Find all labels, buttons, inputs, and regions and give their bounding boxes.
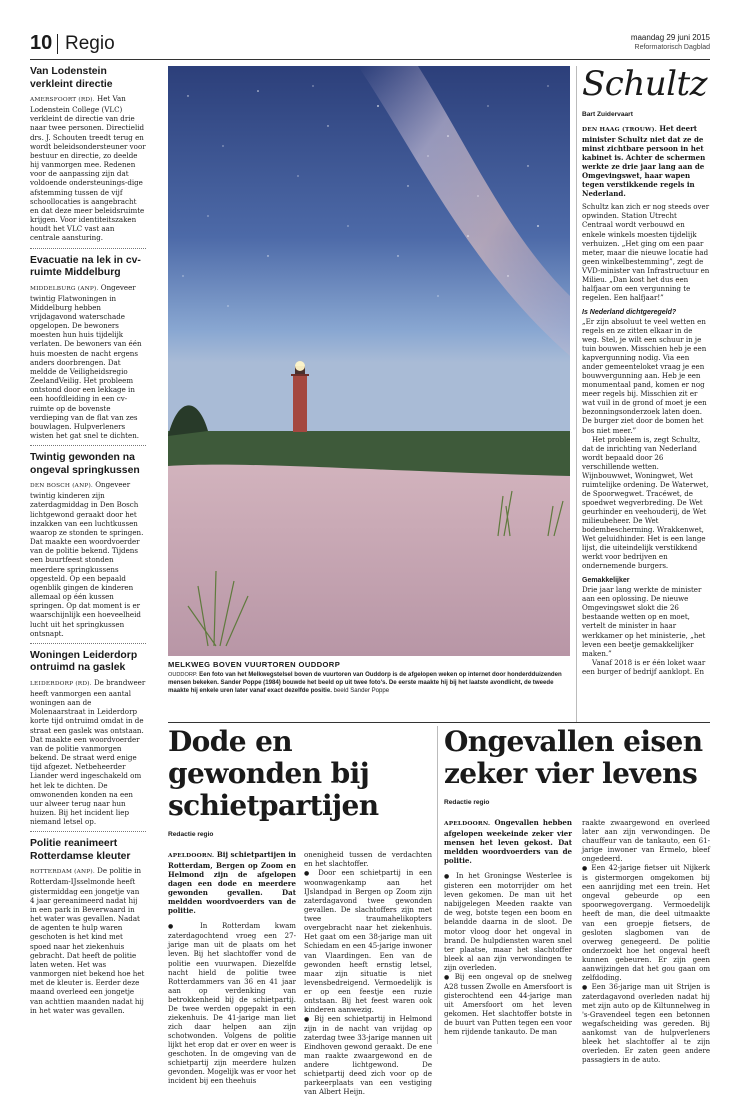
masthead-divider — [57, 34, 58, 54]
article-paragraph: Vanaf 2018 is er één loket waar een burger of bedrijf aanklopt. En — [582, 657, 706, 676]
article-dateline: DEN HAAG (TROUW). — [582, 127, 657, 133]
article-paragraph: ● Door een schietpartij in een woonwagenkamp aan het IJslandpad in Bergen op Zoom zijn zaterdagavond twee gewonden gevallen. De slachtoffers zijn met twee traumahelikopters overgebracht naar het ziekenhuis. Het gaat om een 38-jarige man uit Schiedam en een 45-jarige inwoner van Vlaardingen. Een van de gewonden heeft ernstig letsel, maar zijn situatie is niet levensbedreigend. Vermoedelijk is er op een feestje een ruzie ontstaan. Bij het feest waren ook kinderen aanwezig. — [304, 868, 432, 1014]
article-divider — [437, 726, 438, 1044]
article-author: Bart Zuidervaart — [582, 111, 633, 118]
article-headline: Ongevallen eisen zeker vier levens — [444, 725, 703, 790]
brief-body — [30, 94, 146, 243]
brief-item — [30, 66, 146, 249]
article-lead — [444, 818, 572, 865]
brief-headline: Woningen Leiderdorp ontruimd na gaslek — [30, 649, 138, 674]
article-dateline: APELDOORN. — [444, 821, 491, 827]
caption-text: Een foto van het Melkwegstelsel boven de vuurtoren van Ouddorp is de afgelopen weken op internet door honderdduizenden mensen bekeken. Sander Poppe (1984) bouwde het beeld op uit twee foto's. De eerste maakte hij bij het laatste avondlicht, de tweede maakte hij enkele uren later vanaf exact dezelfde positie. — [168, 671, 562, 695]
brief-headline: Politie reanimeert Rotterdamse kleuter — [30, 838, 131, 862]
article-paragraph: „Er zijn absoluut te veel wetten en regels en ze zitten elkaar in de weg. Stel, je wilt een schuur in je tuin bouwen. Misschien heb je een kapvergunning nodig. Via een ander gemeenteloket vraag je een bouwvergunning aan. Heb je een monumentaal pand, komen er nog meer regels bij. Misschien zit er wat vuil in de grond of moet je een bezonningsonderzoek laten doen. De burger ziet door de bomen het bos niet meer.” — [582, 316, 707, 435]
article-lead — [168, 850, 296, 915]
brief-headline: Twintig gewonden na ongeval springkussen — [30, 452, 140, 476]
sand-dunes — [168, 465, 570, 656]
brief-item — [30, 255, 146, 447]
publication-name: Reformatorisch Dagblad — [634, 44, 710, 51]
article-paragraph: Het probleem is, zegt Schultz, dat de inrichting van Nederland wordt bepaald door 26 verschillende wetten. Wijnbouwwet, Woningwet, Wet ruimtelijke ordening. De Waterwet, de Spoorwegwet. Tracéwet, de spoedwet wegverbreding. De Wet geurhinder en veehouderij, de Wet milieubeheer. De Wet bodembescherming. Wrakkenwet, Wet geluidhinder. Het is een lange lijst, die uiteindelijk verstikkend werkt voor bedrijven en ondernemende burgers. — [582, 434, 709, 571]
article-columns — [168, 850, 432, 1096]
article-title: Schultz — [582, 64, 708, 104]
article-paragraph: Schultz kan zich er nog steeds over opwinden. Station Utrecht Centraal wordt verbouwd en enkele winkels moesten tijdelijk verhuizen. „Het ging om een paar meter, maar die nieuwe locatie had geen winkelbestemming”, zegt de VVD-minister van Infrastructuur en Milieu. „Dan kost het dus een halfjaar om een vergunning te regelen. Een halfjaar!” — [582, 202, 710, 302]
masthead — [30, 30, 710, 60]
article-subheading: Gemakkelijker — [582, 577, 630, 585]
brief-body — [30, 480, 146, 638]
masthead-rule — [30, 59, 710, 60]
article-paragraph: raakte zwaargewond en overleed later aan zijn verwondingen. De chauffeur van de tankauto, een 61-jarige inwoner van Ermelo, bleef ongedeerd. — [582, 818, 710, 864]
article-paragraph: ● Een 42-jarige fietser uit Nijkerk is gistermorgen omgekomen bij een aanrijding met een trein. Het ongeval gebeurde op een spoorwegovergang. Vermoedelijk heeft de man, die deel uitmaakte van een groepje fietsers, de gesloten slagbomen van de overweg genegeerd. De politie onderzoekt hoe het ongeval heeft kunnen gebeuren. Er zijn geen aanwijzingen dat het gou gaan om zelfdoding. — [582, 863, 710, 982]
lighthouse-milky-way-photo — [168, 66, 570, 656]
brief-text: De brandweer heeft vanmorgen een aantal woningen aan de Molenaarstraat in Leiderdorp korte tijd ontruimd omdat in de straat een gaslek was ontstaan. Dat maakte een woordvoerder van de politie vanmorgen bekend. De straat werd enige tijd afgezet. Netbeheerder Liander werd ingeschakeld om het lek te dichten. De omwonenden konden na een uur alweer terug naar hun huizen. Bij het incident liep niemand letsel op. — [30, 677, 146, 827]
article-byline: Redactie regio — [444, 799, 490, 806]
brief-dateline: MIDDELBURG (ANP). — [30, 285, 99, 292]
brief-dateline: AMERSFOORT (RD). — [30, 97, 95, 103]
article-lead — [582, 124, 710, 198]
article-shootings — [168, 726, 432, 1096]
article-column — [304, 850, 432, 1096]
article-dateline: APELDOORN. — [168, 853, 215, 859]
article-paragraph: ● In Rotterdam kwam zaterdagochtend vroeg een 27-jarige man uit de plaats om het leven. Bij het slachtoffer vond de politie een vuurwapen. Diezelfde nacht hield de politie twee Rotterdammers van 36 en 41 jaar aan op verdenking van betrokkenheid bij de schietpartij. De twee werden opgepakt in een ziekenhuis. De 41-jarige man liet zich daar helpen aan zijn schotwonden. Volgens de politie lijkt het erop dat er over en weer is geschoten. In de omgeving van de schietpartij zijn meerdere hulzen gevonden. Mogelijk was er voor het incident bij een theehuis — [168, 921, 296, 1085]
brief-headline: Van Lodenstein verkleint directie — [30, 66, 113, 90]
lead-text: Bij schietpartijen in Rotterdam, Bergen op Zoom en Helmond zijn de afgelopen dagen een dode en meerdere gewonden gevallen. Dat meldden woordvoerders van de politie. — [168, 850, 296, 916]
column-divider — [576, 66, 577, 722]
brief-body — [30, 866, 146, 1015]
brief-dateline: ROTTERDAM (ANP). — [30, 869, 95, 876]
section-title: Regio — [65, 33, 115, 54]
brief-headline: Evacuatie na lek in cv-ruimte Middelburg — [30, 254, 141, 278]
brief-dateline: LEIDERDORP (RD). — [30, 680, 92, 687]
caption-body — [168, 671, 570, 696]
bottom-section-rule — [168, 722, 710, 723]
article-paragraph: Drie jaar lang werkte de minister aan een oplossing. De nieuwe Omgevingswet slokt die 26 bestaande wetten op en moet, vertelt de minister in haar werkkamer op het ministerie, „het leven een beetje gemakkelijker maken.” — [582, 585, 706, 658]
brief-text: Ongeveer twintig kinderen zijn zaterdagmiddag in Den Bosch lichtgewond geraakt door het inzakken van een luchtkussen waarop ze stonden te springen. Dat maakte een woordvoerder van de politie bekend. Tijdens een buurtfeest stonden meerdere springkussens opgesteld. Op een bepaald ogenblik gingen de kinderen allemaal op één kussen springen. Op dat moment is er waarschijnlijk een hoeveelheid lucht uit het springkussen ontsnapt. — [30, 480, 144, 638]
brief-item — [30, 452, 146, 644]
article-subheading: Is Nederland dichtgeregeld? — [582, 308, 677, 316]
photo-credit: beeld Sander Poppe — [333, 687, 390, 695]
caption-dateline: OUDDORP. — [168, 672, 198, 678]
article-column — [444, 818, 572, 1064]
brief-text: Ongeveer twintig Flatwoningen in Middelburg hebben vrijdagavond waterschade opgelopen. De bewoners moesten hun huis tijdelijk verlaten. De bewoners van één huis moesten de nacht ergens anders doorbrengen. Dat meldde de Veiligheidsregio ZeelandVeilig. Het probleem ontstond door een lekkage in een hoofdleiding in een cv-ruimte op de bovenste verdieping van de flat van zes bouwlagen. Hulpverleners wisten het gat snel te dichten. — [30, 282, 142, 440]
brief-item — [30, 838, 146, 1020]
article-paragraph: ● Bij een ongeval op de snelweg A28 tussen Zwolle en Amersfoort is gisterochtend een 44-jarige man uit Amersfoort om het leven gekomen. Het slachtoffer botste in de buurt van Putten tegen een voor hem rijdende tankauto. De man — [444, 972, 572, 1036]
article-paragraph: ● Een 36-jarige man uit Strijen is zaterdagavond overleden nadat hij met zijn auto op de Kiltunnelweg in 's-Gravendeel tegen een betonnen wegafscheiding was gereden. Bij aankomst van de hulpverleners bleek het slachtoffer al te zijn overleden. Er zaten geen andere passagiers in de auto. — [582, 982, 710, 1064]
publication-date: maandag 29 juni 2015 — [630, 33, 710, 42]
brief-text: Het Van Lodenstein College (VLC) verkleint de directie van drie naar twee personen. Directielid drs. J. Schouten treedt terug en wordt beleidsondersteuner voor bestuur en directie, zo deelde hij vanmorgen mee. Redenen voor de aanpassing zijn dat voldoende ondersteunings-dige afstemming tussen de vijf schoollocaties is aangebracht en dat deze meer beleidsruimte krijgen. Voor identiteitszaken houdt het VLC vast aan centrale aansturing. — [30, 94, 146, 243]
article-byline: Redactie regio — [168, 831, 214, 838]
article-accidents — [444, 726, 710, 1064]
schultz-article — [582, 66, 710, 676]
photo-caption — [168, 660, 570, 696]
news-briefs-column — [30, 66, 146, 1026]
brief-body — [30, 678, 146, 827]
article-column — [582, 818, 710, 1064]
photo-illustration — [168, 66, 570, 656]
lead-text: Het deert minister Schultz niet dat ze de minst zichtbare persoon in het kabinet is. Achter de schermen werkte ze drie jaar lang aan de Omgevingswet, haar wapen tegen verstikkende regels in Nederland. — [582, 124, 706, 199]
article-columns — [444, 818, 710, 1064]
article-paragraph: ● In het Groningse Westerlee is gisteren een motorrijder om het leven gekomen. De man uit het nabijgelegen Meeden raakte van de weg, botste tegen een boom en belandde daarna in de sloot. De motor vloog door het ongeval in brand. De hulpdiensten waren snel ter plaatse, maar het slachtoffer bleek al aan zijn verwondingen te zijn overleden. — [444, 871, 572, 972]
article-paragraph: ● Bij een schietpartij in Helmond zijn in de nacht van vrijdag op zaterdag twee 33-jarige mannen uit Eindhoven gewond geraakt. De ene man raakte zwaargewond en de andere lichtgewond. De schietpartij deed zich voor op de parkeerplaats van een vestiging van Albert Heijn. — [304, 1014, 432, 1096]
article-column — [168, 850, 296, 1096]
article-paragraph: onenigheid tussen de verdachten en het slachtoffer. — [304, 850, 432, 869]
brief-item — [30, 650, 146, 833]
caption-title: MELKWEG BOVEN VUURTOREN OUDDORP — [168, 660, 341, 669]
brief-dateline: DEN BOSCH (ANP). — [30, 483, 93, 490]
brief-text: De politie in Rotterdam-IJsselmonde heeft gistermiddag een jongetje van 4 jaar gereanimeerd nadat hij in een park in Beverwaard in het water was gevallen. Nadat de agenten te hulp waren geschoten is het kind met spoed naar het ziekenhuis gebracht. Dat heeft de politie laten weten. Het was vanmorgen niet bekend hoe het met de kleuter is. Eerder deze maand overleed een jongetje van achttien maanden nadat hij in het water was gevallen. — [30, 866, 145, 1015]
page-number: 10 — [30, 32, 53, 54]
brief-body — [30, 283, 146, 441]
article-headline: Dode en gewonden bij schietpartijen — [168, 725, 379, 822]
lead-text: Ongevallen hebben afgelopen weekeinde zeker vier mensen het leven gekost. Dat meldden woordvoerders van de politie. — [444, 818, 572, 866]
